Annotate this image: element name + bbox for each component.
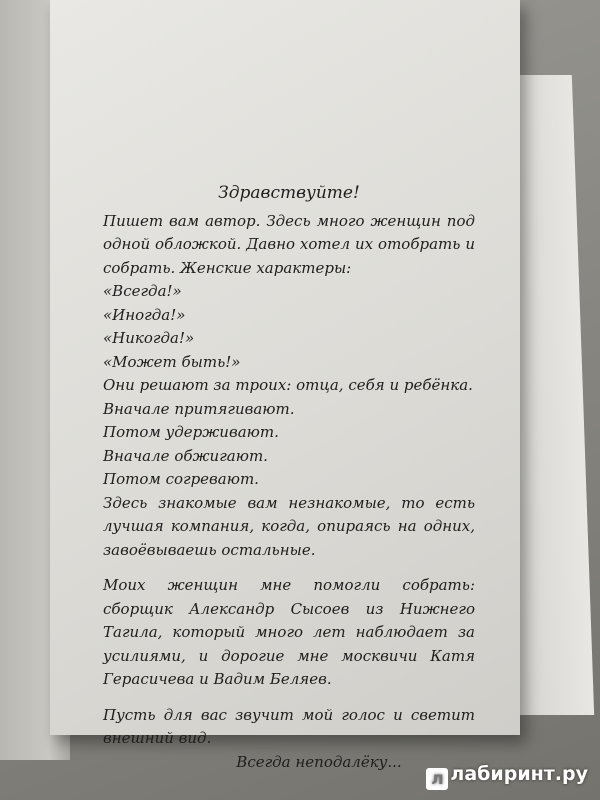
labirint-logo-icon: л (426, 768, 448, 790)
paragraph-gap (103, 562, 475, 574)
text-line: Они решают за троих: отца, себя и ребёнка. (103, 376, 473, 394)
intro-paragraph: Пишет вам автор. Здесь много женщин под одной обложкой. Давно хотел их отобрать и собрать. Женские характеры: (103, 211, 475, 277)
page-text (103, 182, 475, 774)
list-item: «Никогда!» (103, 329, 195, 347)
text-line: Потом удерживают. (103, 423, 279, 441)
paragraph-gap (103, 692, 475, 704)
watermark-text: лабиринт.ру (450, 763, 588, 785)
text-line: Вначале притягивают. (103, 399, 295, 418)
labirint-watermark (426, 763, 588, 790)
greeting-heading: Здравствуйте! (218, 183, 360, 203)
thanks-paragraph: Моих женщин мне помогли собрать: сборщик Александр Сысоев из Нижнего Тагила, который много лет наблюдает за усилиями, и дорогие мне москвичи Катя Герасичева и Вадим Беляев. (103, 576, 475, 688)
text-line: Потом согревают. (103, 470, 259, 488)
list-item: «Всегда!» (103, 282, 182, 300)
list-item: «Иногда!» (103, 305, 186, 324)
list-item: «Может быть!» (103, 352, 241, 371)
company-paragraph: Здесь знакомые вам незнакомые, то есть лучшая компания, когда, опираясь на одних, завоёвываешь остальные. (103, 493, 475, 559)
voice-paragraph: Пусть для вас звучит мой голос и светит внешний вид. (103, 705, 475, 747)
closing-signoff: Всегда неподалёку... (236, 752, 402, 771)
text-line: Вначале обжигают. (103, 446, 268, 465)
